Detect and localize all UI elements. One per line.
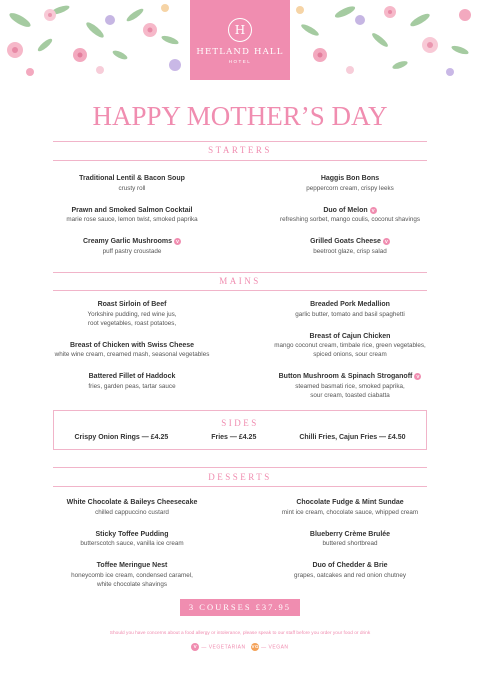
dish-description: butterscotch sauce, vanilla ice cream	[80, 540, 184, 547]
menu-item	[32, 174, 232, 193]
diet-legend	[0, 643, 480, 651]
dish-name: Blueberry Crème Brulée	[309, 530, 391, 538]
dish-description: chilled cappuccino custard	[95, 508, 169, 516]
price-badge: 3 COURSES £37.95	[180, 599, 300, 616]
menu-item	[32, 498, 232, 517]
section-heading-mains: MAINS	[219, 276, 261, 286]
menu-item	[250, 300, 450, 319]
vegetarian-icon: V	[371, 207, 375, 213]
dish-name: Toffee Meringue Nest	[96, 562, 168, 569]
desserts-left-column	[32, 498, 232, 602]
divider	[53, 272, 427, 273]
dish-name: Haggis Bon Bons	[320, 175, 380, 182]
dish-name: Breaded Pork Medallion	[310, 301, 390, 308]
dish-description: peppercorn cream, crispy leeks	[306, 184, 394, 192]
dish-name: Grilled Goats Cheese	[310, 238, 381, 245]
sides-list	[53, 434, 427, 441]
dish-description: sour cream, toasted ciabatta	[310, 391, 390, 399]
vegan-icon: VG	[251, 644, 259, 649]
section-heading-sides: SIDES	[221, 418, 259, 428]
menu-item	[250, 530, 450, 549]
dish-name: Button Mushroom & Spinach Stroganoff	[278, 373, 413, 380]
dish-name: Breast of Chicken with Swiss Cheese	[69, 341, 195, 349]
dish-description: mint ice cream, chocolate sauce, whipped cream	[281, 508, 419, 516]
side-item: Chilli Fries, Cajun Fries — £4.50	[299, 434, 406, 441]
floral-decoration-left	[0, 0, 190, 80]
menu-item	[250, 332, 450, 360]
dish-name: White Chocolate & Baileys Cheesecake	[66, 499, 198, 506]
divider	[53, 467, 427, 468]
menu-item	[32, 372, 232, 391]
side-item: Crispy Onion Rings — £4.25	[74, 434, 169, 441]
floral-decoration-right	[290, 0, 480, 80]
dish-description: spiced onions, sour cream	[313, 351, 387, 358]
menu-item	[250, 174, 450, 193]
starters-right-column	[250, 174, 450, 269]
legend-label: — VEGETARIAN	[201, 644, 246, 651]
menu-item	[250, 237, 450, 256]
vegetarian-icon: V	[384, 239, 388, 244]
dish-name: Duo of Chedder & Brie	[312, 562, 388, 569]
menu-item	[32, 530, 232, 549]
sides-box	[53, 410, 427, 450]
divider	[53, 290, 427, 291]
desserts-right-column	[250, 498, 450, 593]
dish-name: Sticky Toffee Pudding	[95, 530, 169, 538]
menu-item	[250, 561, 450, 580]
dish-name: Traditional Lentil & Bacon Soup	[79, 175, 185, 182]
divider	[53, 141, 427, 142]
section-heading-desserts: DESSERTS	[208, 472, 272, 482]
mains-right-column	[250, 300, 450, 413]
dish-description: refreshing sorbet, mango coulis, coconut shavings	[279, 216, 420, 223]
menu-item	[32, 206, 232, 225]
menu-item	[250, 372, 450, 400]
dish-description: white chocolate shavings	[96, 580, 167, 588]
page-title: HAPPY MOTHER’S DAY	[92, 101, 388, 131]
menu-item	[32, 341, 232, 360]
dish-name: Creamy Garlic Mushrooms	[82, 238, 173, 245]
dish-description: puff pastry croustade	[102, 247, 162, 255]
dish-description: mango coconut cream, timbale rice, green vegetables,	[274, 342, 426, 349]
dish-name: Battered Fillet of Haddock	[88, 373, 176, 380]
dish-description: garlic butter, tomato and basil spaghetti	[295, 310, 405, 318]
logo-sub: HOTEL	[228, 59, 252, 64]
menu-item	[32, 300, 232, 328]
dish-description: steamed basmati rice, smoked paprika,	[295, 382, 405, 390]
dish-description: white wine cream, creamed mash, seasonal vegetables	[54, 351, 210, 358]
dish-name: Breast of Cajun Chicken	[309, 332, 391, 340]
dish-description: Yorkshire pudding, red wine jus,	[87, 310, 177, 318]
divider	[53, 486, 427, 487]
dish-name: Roast Sirloin of Beef	[97, 301, 167, 308]
dish-description: grapes, oatcakes and red onion chutney	[293, 571, 407, 579]
dish-description: fries, garden peas, tartar sauce	[88, 382, 176, 390]
divider	[53, 160, 427, 161]
dish-description: root vegetables, roast potatoes,	[87, 319, 177, 327]
mains-left-column	[32, 300, 232, 404]
logo-monogram: H	[228, 18, 252, 42]
side-item: Fries — £4.25	[211, 434, 257, 441]
hotel-logo	[190, 0, 290, 80]
dish-description: honeycomb ice cream, condensed caramel,	[71, 571, 193, 579]
dish-name: Chocolate Fudge & Mint Sundae	[296, 499, 404, 506]
dish-description: crusty roll	[118, 184, 146, 192]
dish-name: Duo of Melon	[323, 206, 368, 214]
dish-name: Prawn and Smoked Salmon Cocktail	[71, 206, 193, 214]
menu-item	[32, 561, 232, 589]
legend-label: — VEGAN	[261, 644, 289, 651]
section-heading-starters: STARTERS	[208, 145, 272, 155]
vegetarian-icon: V	[416, 374, 420, 379]
menu-item	[32, 237, 232, 256]
dish-description: buttered shortbread	[322, 540, 378, 547]
vegetarian-icon: V	[191, 643, 199, 651]
menu-item	[250, 206, 450, 225]
allergy-note: Should you have concerns about a food allergy or intolerance, please speak to our staff before you order your food or drink	[109, 631, 371, 636]
logo-name: HETLAND HALL	[196, 47, 284, 57]
starters-left-column	[32, 174, 232, 269]
menu-item	[250, 498, 450, 517]
dish-description: beetroot glaze, crisp salad	[313, 247, 387, 255]
dish-description: marie rose sauce, lemon twist, smoked paprika	[66, 216, 198, 223]
vegetarian-icon: V	[176, 239, 180, 244]
